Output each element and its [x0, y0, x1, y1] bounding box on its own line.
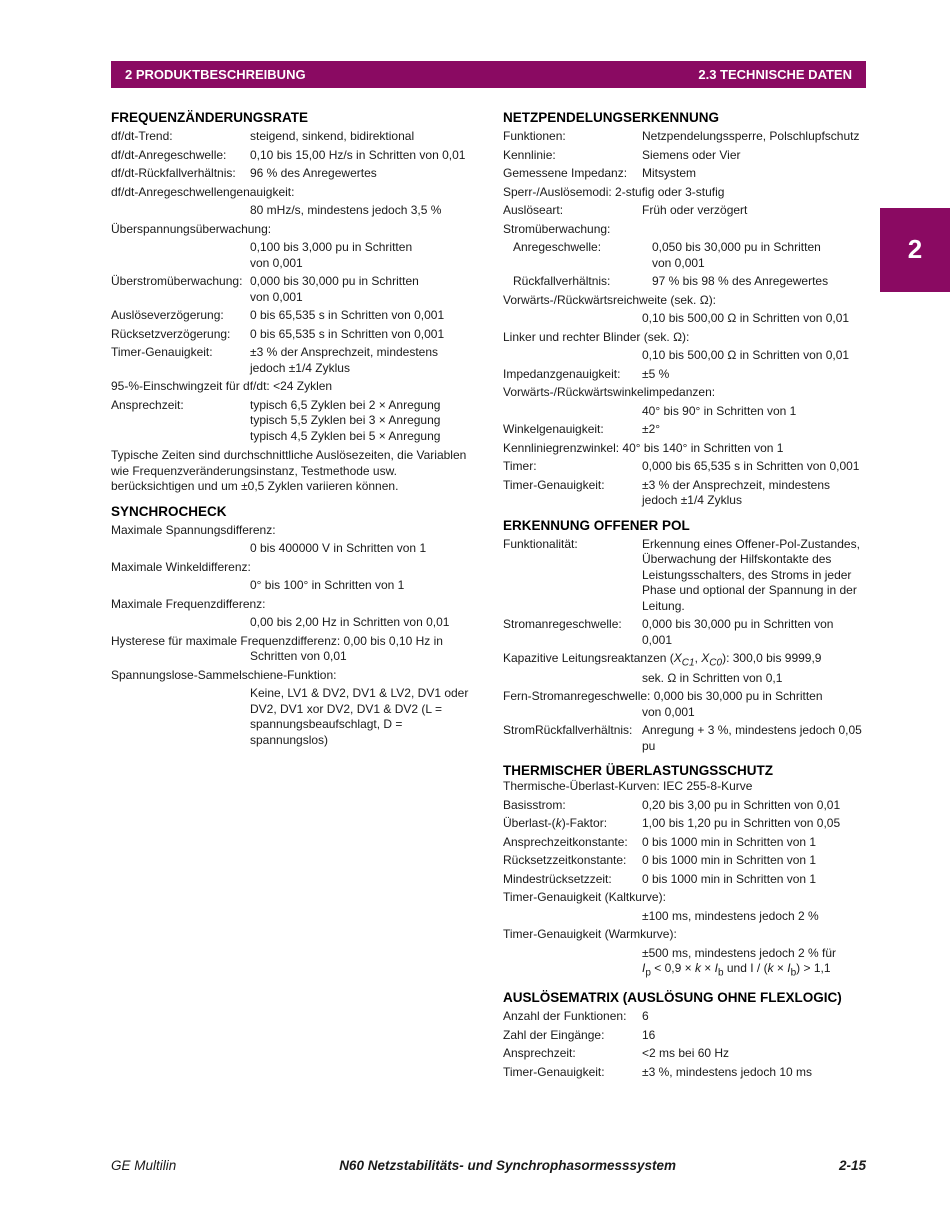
- spec-value: ±100 ms, mindestens jedoch 2 %: [642, 908, 819, 923]
- spec-row: [111, 166, 481, 182]
- formula-part: und I / (: [723, 961, 768, 976]
- spec-label: Timer-Genauigkeit (Kaltkurve):: [503, 890, 666, 905]
- spec-row: [503, 1009, 868, 1025]
- label-part: Überlast-(: [503, 816, 556, 831]
- spec-row: [503, 798, 868, 814]
- spec-label: Timer-Genauigkeit:: [503, 477, 605, 492]
- spec-line: Sperr-/Auslösemodi: 2-stufig oder 3-stufig: [503, 184, 725, 199]
- formula-part: I: [787, 961, 791, 976]
- spec-label: Gemessene Impedanz:: [503, 166, 628, 180]
- spec-label: Ansprechzeit:: [503, 1046, 576, 1061]
- formula-part: ) > 1,1: [796, 961, 831, 976]
- spec-row: [111, 148, 481, 164]
- section-header-bar: [111, 61, 866, 88]
- spec-value: sek. Ω in Schritten von 0,1: [642, 670, 783, 685]
- kap-prefix: Kapazitive Leitungsreaktanzen (: [503, 651, 674, 665]
- spec-label: Rückfallverhältnis:: [513, 274, 611, 288]
- section-title: 2.3 TECHNISCHE DATEN: [698, 66, 852, 82]
- spec-label: Vorwärts-/Rückwärtswinkelimpedanzen:: [503, 385, 716, 399]
- section-heading: AUSLÖSEMATRIX (AUSLÖSUNG OHNE FLEXLOGIC): [503, 990, 842, 1006]
- spec-label: [503, 816, 642, 832]
- spec-value: 0,20 bis 3,00 pu in Schritten von 0,01: [642, 797, 841, 812]
- spec-value: 0 bis 400000 V in Schritten von 1: [250, 541, 427, 555]
- spec-line: Kapazitive Leitungsreaktanzen ($X_{C1}$, $X_{C0}$): 300,0 bis 9999,9: [503, 651, 822, 669]
- spec-value: 0,10 bis 500,00 Ω in Schritten von 0,01: [642, 348, 850, 362]
- spec-row: [503, 129, 868, 145]
- spec-row: [503, 723, 868, 754]
- x-symbol: X: [701, 651, 710, 665]
- spec-value: ±5 %: [642, 366, 670, 381]
- spec-row: [503, 166, 868, 182]
- formula-part: b: [717, 967, 724, 979]
- formula-part: ×: [773, 961, 788, 976]
- spec-value: 0,000 bis 30,000 pu in Schritten von 0,001: [250, 274, 419, 304]
- spec-value: 96 % des Anregewertes: [250, 166, 377, 180]
- spec-value: 0,10 bis 15,00 Hz/s in Schritten von 0,01: [250, 147, 466, 162]
- spec-value: Schritten von 0,01: [250, 649, 347, 663]
- c0-subscript: C0: [709, 657, 723, 669]
- spec-row: [503, 617, 868, 648]
- spec-label: Basisstrom:: [503, 797, 566, 812]
- spec-value: Siemens oder Vier: [642, 147, 741, 162]
- spec-row: [111, 274, 481, 305]
- spec-value: 0,050 bis 30,000 pu in Schritten von 0,001: [652, 240, 821, 270]
- spec-label: Timer:: [503, 459, 537, 473]
- spec-label: Funktionalität:: [503, 536, 578, 551]
- ansprech-line: typisch 4,5 Zyklen bei 5 × Anregung: [250, 428, 441, 443]
- spec-label: Timer-Genauigkeit (Warmkurve):: [503, 927, 677, 942]
- spec-label: Ansprechzeitkonstante:: [503, 834, 628, 849]
- spec-label: df/dt-Anregeschwelle:: [111, 147, 227, 162]
- spec-value: 0,100 bis 3,000 pu in Schritten von 0,001: [250, 240, 413, 270]
- spec-value: <2 ms bei 60 Hz: [642, 1046, 730, 1061]
- spec-row: [111, 398, 481, 445]
- spec-row: [503, 835, 868, 851]
- spec-label: df/dt-Trend:: [111, 129, 173, 143]
- formula-part: I: [714, 961, 718, 976]
- spec-label: Maximale Winkeldifferenz:: [111, 559, 251, 574]
- spec-label: Zahl der Eingänge:: [503, 1027, 605, 1042]
- spec-line: Kennliniegrenzwinkel: 40° bis 140° in Schritten von 1: [503, 440, 784, 455]
- spec-label: Spannungslose-Sammelschiene-Funktion:: [111, 667, 337, 682]
- formula-part: b: [790, 967, 797, 979]
- spec-label: Winkelgenauigkeit:: [503, 422, 604, 436]
- spec-value: Keine, LV1 & DV2, DV1 & LV2, DV1 oder DV2, DV1 xor DV2, DV1 & DV2 (L = spannungsbeaufschlagt, D = spannungslos): [250, 686, 469, 747]
- section-netzpendelung: [503, 109, 868, 509]
- spec-value: 0,000 bis 65,535 s in Schritten von 0,001: [642, 459, 860, 473]
- spec-value: Anregung + 3 %, mindestens jedoch 0,05 pu: [642, 723, 862, 753]
- spec-row: [503, 816, 868, 832]
- spec-value: 6: [642, 1009, 649, 1024]
- x-symbol: X: [673, 651, 682, 665]
- note-paragraph: Typische Zeiten sind durchschnittliche Auslösezeiten, die Variablen wie Frequenzveränderungsinstanz, Testmethode usw. berücksichtigen und um ±0,5 Zyklen variieren können.: [111, 448, 467, 493]
- spec-value: 0,00 bis 2,00 Hz in Schritten von 0,01: [250, 615, 450, 629]
- spec-value: steigend, sinkend, bidirektional: [250, 129, 415, 143]
- spec-value: Erkennung eines Offener-Pol-Zustandes, Überwachung der Hilfskontakte des Leistungsschalters, des Stroms in jeder Phase und optional der Spannung in der Leitung.: [642, 536, 860, 613]
- spec-row: [503, 478, 868, 509]
- spec-value: 40° bis 90° in Schritten von 1: [642, 403, 797, 418]
- spec-label: Timer-Genauigkeit:: [111, 345, 213, 359]
- ansprech-line: typisch 5,5 Zyklen bei 3 × Anregung: [250, 413, 441, 427]
- spec-row: [503, 1028, 868, 1044]
- spec-label: Maximale Frequenzdifferenz:: [111, 596, 266, 611]
- ansprech-line: typisch 6,5 Zyklen bei 2 × Anregung: [250, 397, 441, 412]
- spec-value: ±500 ms, mindestens jedoch 2 % für: [642, 945, 837, 960]
- spec-line: Hysterese für maximale Frequenzdifferenz: 0,00 bis 0,10 Hz in: [111, 633, 443, 648]
- spec-value: 0,000 bis 30,000 pu in Schritten von 0,001: [642, 617, 834, 647]
- spec-value: 1,00 bis 1,20 pu in Schritten von 0,05: [642, 816, 841, 831]
- spec-label: df/dt-Anregeschwellengenauigkeit:: [111, 184, 295, 199]
- spec-line: Fern-Stromanregeschwelle: 0,000 bis 30,000 pu in Schritten: [503, 689, 823, 704]
- left-column: [111, 109, 481, 752]
- spec-label: Impedanzgenauigkeit:: [503, 366, 621, 381]
- page-footer: [111, 1158, 866, 1174]
- formula-part: p: [645, 967, 651, 979]
- spec-row: [503, 1046, 868, 1062]
- spec-value: 0° bis 100° in Schritten von 1: [250, 578, 405, 592]
- spec-row: [503, 1065, 868, 1081]
- section-frequenz: [111, 109, 481, 495]
- spec-label: Maximale Spannungsdifferenz:: [111, 522, 276, 537]
- spec-row: [111, 345, 481, 376]
- spec-row: [503, 422, 868, 438]
- spec-row: [503, 872, 868, 888]
- spec-value: ±3 % der Ansprechzeit, mindestens jedoch ±1/4 Zyklus: [250, 345, 439, 375]
- spec-value: 0 bis 65,535 s in Schritten von 0,001: [250, 308, 445, 322]
- spec-label: Auslöseart:: [503, 203, 564, 217]
- spec-label: Überstromüberwachung:: [111, 274, 243, 288]
- spec-value: 0 bis 1000 min in Schritten von 1: [642, 871, 817, 886]
- spec-value: 0 bis 1000 min in Schritten von 1: [642, 853, 817, 868]
- spec-value: ±3 %, mindestens jedoch 10 ms: [642, 1064, 813, 1079]
- spec-label: Anzahl der Funktionen:: [503, 1009, 627, 1024]
- chapter-tab: 2: [880, 208, 950, 292]
- spec-label: Auslöseverzögerung:: [111, 308, 224, 322]
- section-heading: ERKENNUNG OFFENER POL: [503, 517, 690, 533]
- footer-product: N60 Netzstabilitäts- und Synchrophasormesssystem: [339, 1158, 677, 1173]
- spec-label: df/dt-Rückfallverhältnis:: [111, 166, 236, 180]
- chapter-title: 2 PRODUKTBESCHREIBUNG: [125, 66, 306, 82]
- spec-value: Mitsystem: [642, 166, 696, 180]
- formula-part: I: [642, 961, 646, 976]
- page-number: 2-15: [838, 1158, 866, 1173]
- spec-value: von 0,001: [642, 704, 695, 719]
- spec-label: Vorwärts-/Rückwärtsreichweite (sek. Ω):: [503, 292, 717, 307]
- kap-value: ): 300,0 bis 9999,9: [722, 651, 822, 665]
- spec-label: Linker und rechter Blinder (sek. Ω):: [503, 329, 690, 344]
- spec-row: [503, 203, 868, 219]
- spec-value: ±3 % der Ansprechzeit, mindestens jedoch ±1/4 Zyklus: [642, 477, 831, 507]
- spec-label: Timer-Genauigkeit:: [503, 1064, 605, 1079]
- spec-row: [503, 274, 868, 290]
- spec-label: Mindestrücksetzzeit:: [503, 871, 612, 886]
- spec-row: [111, 129, 481, 145]
- spec-value: [250, 398, 481, 445]
- section-ausloesematrix: [503, 989, 868, 1080]
- section-heading: FREQUENZÄNDERUNGSRATE: [111, 110, 309, 125]
- spec-row: [111, 327, 481, 343]
- section-heading: NETZPENDELUNGSERKENNUNG: [503, 110, 720, 125]
- spec-row: [503, 148, 868, 164]
- spec-value: Früh oder verzögert: [642, 203, 748, 217]
- c1-subscript: C1: [681, 657, 695, 669]
- spec-label: StromRückfallverhältnis:: [503, 723, 633, 738]
- label-part: )-Faktor:: [561, 816, 608, 831]
- spec-label: Überspannungsüberwachung:: [111, 221, 272, 236]
- spec-line: Thermische-Überlast-Kurven: IEC 255-8-Kurve: [503, 779, 753, 794]
- formula-part: k: [694, 961, 701, 976]
- spec-label: Stromanregeschwelle:: [503, 617, 622, 631]
- section-heading: THERMISCHER ÜBERLASTUNGSSCHUTZ: [503, 763, 773, 779]
- spec-label: Anregeschwelle:: [513, 240, 602, 254]
- spec-row: [503, 853, 868, 869]
- spec-row: [111, 308, 481, 324]
- section-thermisch: [503, 762, 868, 981]
- spec-label: Kennlinie:: [503, 147, 556, 162]
- spec-row: [503, 367, 868, 383]
- spec-value: 16: [642, 1027, 656, 1042]
- spec-label: Stromüberwachung:: [503, 221, 611, 236]
- spec-row: [503, 537, 868, 615]
- spec-value: Netzpendelungssperre, Polschlupfschutz: [642, 129, 860, 143]
- formula-part: k: [767, 961, 774, 976]
- spec-value: 0 bis 65,535 s in Schritten von 0,001: [250, 326, 445, 341]
- k-symbol: k: [555, 816, 562, 831]
- spec-line: 95-%-Einschwingzeit für df/dt: <24 Zyklen: [111, 379, 333, 393]
- spec-value: 80 mHz/s, mindestens jedoch 3,5 %: [250, 203, 442, 217]
- section-heading: SYNCHROCHECK: [111, 503, 227, 519]
- spec-row: [503, 459, 868, 475]
- spec-value: 97 % bis 98 % des Anregewertes: [652, 274, 829, 288]
- spec-row: [503, 240, 868, 271]
- footer-company: GE Multilin: [111, 1158, 177, 1173]
- formula-line: [503, 961, 868, 981]
- section-offener-pol: [503, 517, 868, 755]
- spec-value: 0 bis 1000 min in Schritten von 1: [642, 834, 817, 849]
- section-synchrocheck: [111, 503, 481, 749]
- spec-value: ±2°: [642, 422, 661, 436]
- right-column: [503, 109, 868, 1084]
- spec-label: Ansprechzeit:: [111, 397, 184, 412]
- spec-label: Funktionen:: [503, 129, 566, 143]
- spec-label: Rücksetzverzögerung:: [111, 326, 231, 341]
- formula-part: < 0,9 ×: [650, 961, 695, 976]
- formula-part: ×: [700, 961, 715, 976]
- spec-label: Rücksetzzeitkonstante:: [503, 853, 627, 868]
- spec-value: 0,10 bis 500,00 Ω in Schritten von 0,01: [642, 311, 850, 325]
